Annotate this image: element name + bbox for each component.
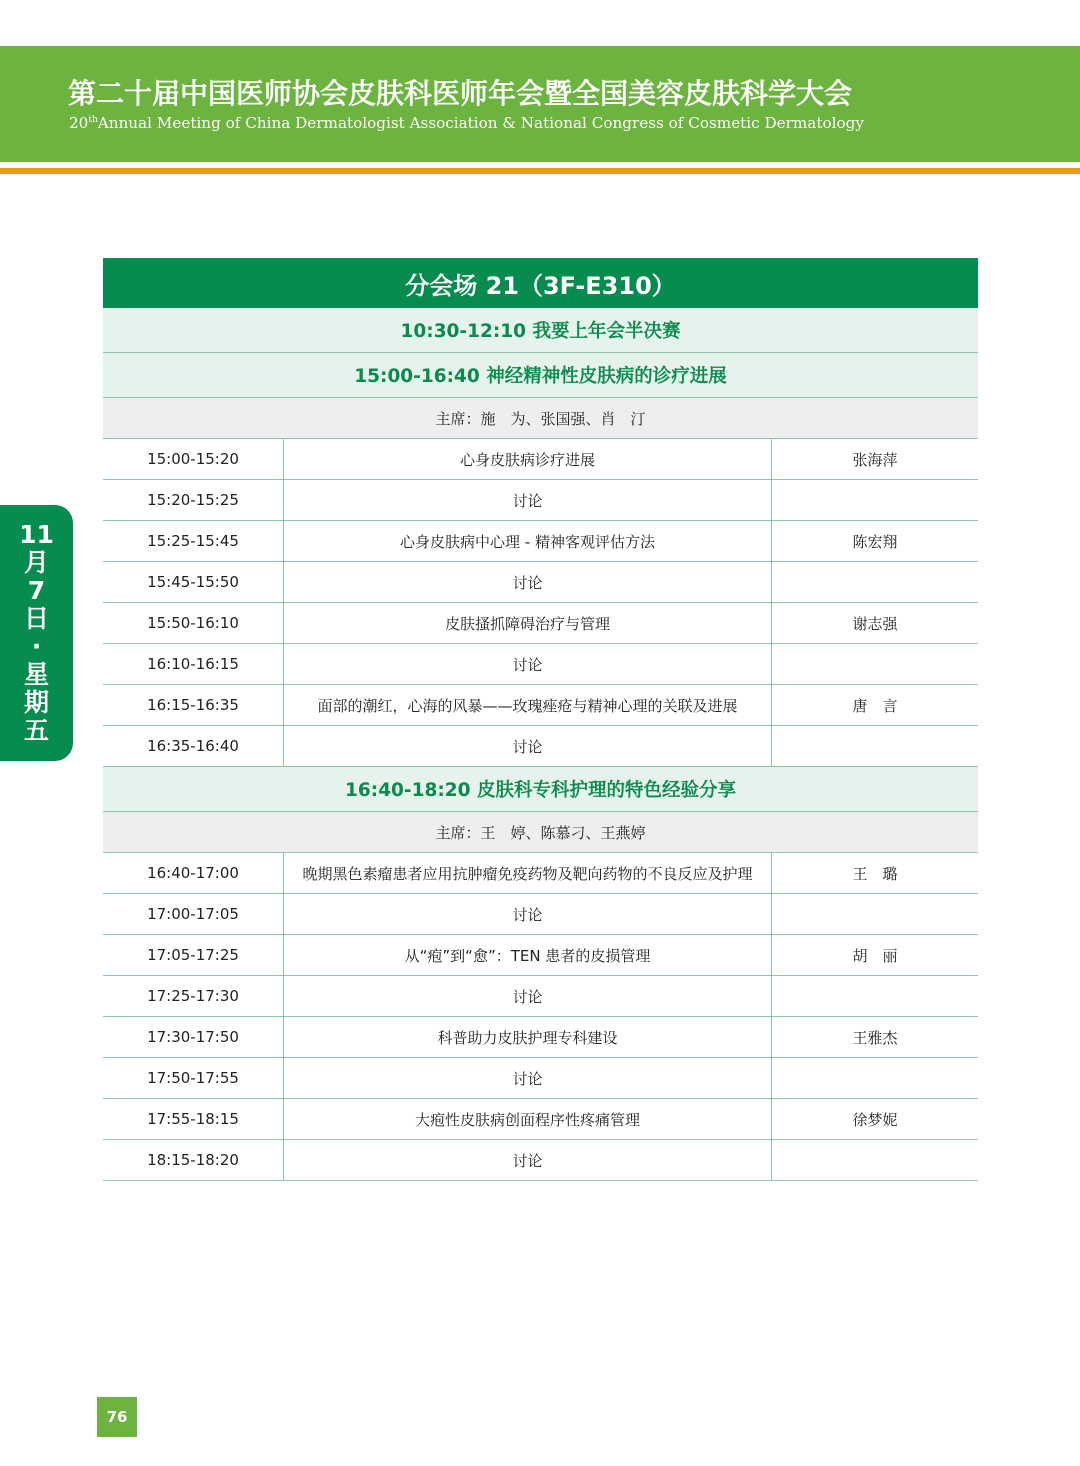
- row-topic: 讨论: [283, 562, 772, 602]
- table-row: [103, 521, 978, 562]
- table-row: [103, 439, 978, 480]
- row-time: 17:50-17:55: [147, 1069, 239, 1087]
- row-time: 17:30-17:50: [147, 1028, 239, 1046]
- row-time: 18:15-18:20: [147, 1151, 239, 1169]
- row-topic: 晚期黑色素瘤患者应用抗肿瘤免疫药物及靶向药物的不良反应及护理: [283, 853, 772, 893]
- side-tab-char: 日: [23, 604, 49, 633]
- row-time: 15:45-15:50: [147, 573, 239, 591]
- row-time: 17:55-18:15: [147, 1110, 239, 1128]
- row-time: 16:40-17:00: [147, 864, 239, 882]
- row-topic: 讨论: [283, 894, 772, 934]
- row-topic: 从“疱”到“愈”：TEN 患者的皮损管理: [283, 935, 772, 975]
- table-row: [103, 1017, 978, 1058]
- conference-title-en: [69, 114, 864, 132]
- row-topic: 讨论: [283, 1058, 772, 1098]
- row-speaker: 王 璐: [852, 864, 898, 883]
- table-row: [103, 1058, 978, 1099]
- row-speaker: [772, 562, 978, 602]
- row-time: 16:35-16:40: [147, 737, 239, 755]
- row-topic: 皮肤搔抓障碍治疗与管理: [283, 603, 772, 643]
- session-title: 16:40-18:20 皮肤科专科护理的特色经验分享: [103, 767, 978, 812]
- table-row: [103, 726, 978, 767]
- side-tab-char: 月: [23, 548, 49, 577]
- side-tab-char: 期: [23, 688, 49, 717]
- title-en-rest: Annual Meeting of China Dermatologist Association & National Congress of Cosmetic Dermatology: [97, 114, 864, 132]
- row-topic: 面部的潮红，心海的风暴——玫瑰痤疮与精神心理的关联及进展: [283, 685, 772, 725]
- row-speaker: [772, 644, 978, 684]
- table-row: [103, 480, 978, 521]
- row-time: 17:00-17:05: [147, 905, 239, 923]
- row-speaker: 张海萍: [852, 450, 898, 469]
- table-row: [103, 1099, 978, 1140]
- row-speaker: [772, 976, 978, 1016]
- table-row: [103, 935, 978, 976]
- side-tab-char: 11: [19, 520, 54, 549]
- row-speaker: [772, 1058, 978, 1098]
- row-topic: 讨论: [283, 726, 772, 766]
- side-tab-char: ·: [31, 632, 42, 661]
- row-topic: 讨论: [283, 480, 772, 520]
- date-side-tab: [0, 505, 73, 761]
- conference-title-zh: 第二十届中国医师协会皮肤科医师年会暨全国美容皮肤科学大会: [68, 77, 853, 110]
- table-row: [103, 685, 978, 726]
- row-speaker: [772, 1140, 978, 1180]
- row-time: 16:15-16:35: [147, 696, 239, 714]
- session-chair: 主席：施 为、张国强、肖 汀: [103, 398, 978, 439]
- page-number: 76: [97, 1397, 137, 1437]
- row-topic: 讨论: [283, 976, 772, 1016]
- table-row: [103, 976, 978, 1017]
- venue-header: 分会场 21（3F-E310）: [103, 258, 978, 308]
- row-time: 16:10-16:15: [147, 655, 239, 673]
- row-speaker: 谢志强: [852, 614, 898, 633]
- row-topic: 讨论: [283, 1140, 772, 1180]
- row-topic: 大疱性皮肤病创面程序性疼痛管理: [283, 1099, 772, 1139]
- table-row: [103, 603, 978, 644]
- schedule-table: [103, 258, 978, 1181]
- side-tab-char: 五: [23, 716, 49, 745]
- row-topic: 讨论: [283, 644, 772, 684]
- row-time: 15:20-15:25: [147, 491, 239, 509]
- session-title: 10:30-12:10 我要上年会半决赛: [103, 308, 978, 353]
- row-time: 17:05-17:25: [147, 946, 239, 964]
- title-en-sup: th: [88, 114, 98, 125]
- table-row: [103, 894, 978, 935]
- table-row: [103, 853, 978, 894]
- table-row: [103, 562, 978, 603]
- row-speaker: 陈宏翔: [852, 532, 898, 551]
- row-time: 17:25-17:30: [147, 987, 239, 1005]
- row-time: 15:25-15:45: [147, 532, 239, 550]
- table-row: [103, 644, 978, 685]
- row-topic: 心身皮肤病诊疗进展: [283, 439, 772, 479]
- header-accent-stripe: [0, 168, 1080, 174]
- row-speaker: 唐 言: [852, 696, 898, 715]
- row-speaker: 徐梦妮: [852, 1110, 898, 1129]
- session-chair: 主席：王 婷、陈慕刁、王燕婷: [103, 812, 978, 853]
- row-topic: 科普助力皮肤护理专科建设: [283, 1017, 772, 1057]
- row-speaker: [772, 480, 978, 520]
- side-tab-char: 7: [27, 576, 46, 605]
- row-speaker: [772, 726, 978, 766]
- row-speaker: 胡 丽: [852, 946, 898, 965]
- row-speaker: 王雅杰: [852, 1028, 898, 1047]
- row-speaker: [772, 894, 978, 934]
- table-row: [103, 1140, 978, 1181]
- row-topic: 心身皮肤病中心理 - 精神客观评估方法: [283, 521, 772, 561]
- row-time: 15:00-15:20: [147, 450, 239, 468]
- session-title: 15:00-16:40 神经精神性皮肤病的诊疗进展: [103, 353, 978, 398]
- side-tab-char: 星: [23, 660, 49, 689]
- title-en-num: 20: [69, 114, 89, 132]
- row-time: 15:50-16:10: [147, 614, 239, 632]
